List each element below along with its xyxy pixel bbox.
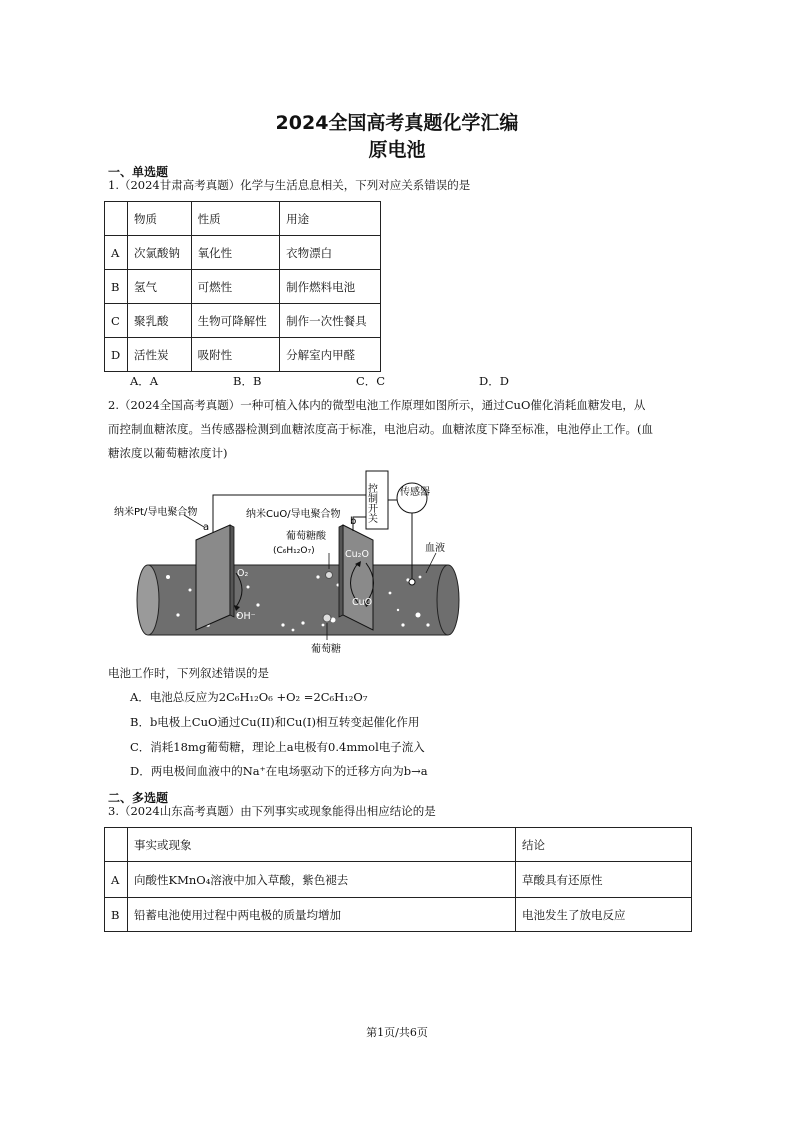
table-cell: 次氯酸钠 bbox=[128, 236, 192, 270]
q3-header-cell: 结论 bbox=[516, 828, 692, 862]
label-gluconic-formula: (C₆H₁₂O₇) bbox=[273, 546, 315, 556]
q2-option-c[interactable]: C．消耗18mg葡萄糖，理论上a电极有0.4mmol电子流入 bbox=[130, 740, 425, 754]
table-cell: 可燃性 bbox=[191, 270, 279, 304]
q1-option-a[interactable]: A．A bbox=[130, 374, 159, 388]
table-cell: 草酸具有还原性 bbox=[516, 862, 692, 898]
q1-option-d[interactable]: D．D bbox=[479, 374, 509, 388]
q2-stem-line2: 而控制血糖浓度。当传感器检测到血糖浓度高于标准，电池启动。血糖浓度下降至标准，电池停止工作。(血 bbox=[108, 422, 653, 436]
q2-option-b[interactable]: B．b电极上CuO通过Cu(II)和Cu(I)相互转变起催化作用 bbox=[130, 715, 420, 729]
table-row bbox=[105, 898, 692, 932]
table-row bbox=[105, 862, 692, 898]
table-cell: 活性炭 bbox=[128, 338, 192, 372]
table-cell: 分解室内甲醛 bbox=[280, 338, 381, 372]
table-cell: 衣物漂白 bbox=[280, 236, 381, 270]
table-row bbox=[105, 338, 381, 372]
q3-header-cell bbox=[105, 828, 128, 862]
q1-option-c[interactable]: C．C bbox=[356, 374, 386, 388]
label-blood: 血液 bbox=[425, 543, 445, 554]
q3-header-cell: 事实或现象 bbox=[128, 828, 516, 862]
page-subtitle: 原电池 bbox=[368, 139, 426, 161]
q3-table bbox=[104, 827, 692, 932]
section-heading-single: 一、单选题 bbox=[108, 165, 169, 179]
table-row bbox=[105, 304, 381, 338]
table-cell: 氧化性 bbox=[191, 236, 279, 270]
page-number: 第1页/共6页 bbox=[366, 1026, 428, 1039]
label-b: b bbox=[350, 516, 357, 527]
table-cell: 制作一次性餐具 bbox=[280, 304, 381, 338]
q1-table bbox=[104, 201, 381, 372]
label-switch: 控制开关 bbox=[365, 483, 377, 523]
q1-header-cell: 物质 bbox=[128, 202, 192, 236]
table-cell: 铅蓄电池使用过程中两电极的质量均增加 bbox=[128, 898, 516, 932]
table-cell: 向酸性KMnO₄溶液中加入草酸，紫色褪去 bbox=[128, 862, 516, 898]
table-cell: 聚乳酸 bbox=[128, 304, 192, 338]
page-title: 2024全国高考真题化学汇编 bbox=[275, 112, 519, 134]
label-gluconic-acid: 葡萄糖酸 bbox=[286, 531, 326, 542]
q3-stem: 3.（2024山东高考真题）由下列事实或现象能得出相应结论的是 bbox=[108, 804, 436, 818]
q2-stem-line3: 糖浓度以葡萄糖浓度计) bbox=[108, 446, 228, 460]
table-cell: C bbox=[105, 304, 128, 338]
q1-stem: 1.（2024甘肃高考真题）化学与生活息息相关，下列对应关系错误的是 bbox=[108, 178, 471, 192]
table-cell: 生物可降解性 bbox=[191, 304, 279, 338]
label-sensor: 传感器 bbox=[400, 487, 430, 498]
table-cell: 吸附性 bbox=[191, 338, 279, 372]
label-cu2o: Cu₂O bbox=[345, 549, 369, 560]
table-cell: A bbox=[105, 862, 128, 898]
q2-option-d[interactable]: D．两电极间血液中的Na⁺在电场驱动下的迁移方向为b→a bbox=[130, 764, 428, 778]
electrode-b bbox=[343, 525, 373, 630]
label-pt-electrode: 纳米Pt/导电聚合物 bbox=[114, 507, 198, 518]
table-cell: B bbox=[105, 898, 128, 932]
vessel-opening bbox=[137, 565, 159, 635]
q2-option-a[interactable]: A．电池总反应为2C₆H₁₂O₆ +O₂ =2C₆H₁₂O₇ bbox=[130, 690, 368, 704]
q1-header-cell: 用途 bbox=[280, 202, 381, 236]
label-o2: O₂ bbox=[237, 568, 249, 579]
glucose-molecule bbox=[323, 614, 331, 622]
q1-header-cell bbox=[105, 202, 128, 236]
section-heading-multi: 二、多选题 bbox=[108, 791, 169, 805]
q1-header-cell: 性质 bbox=[191, 202, 279, 236]
table-row bbox=[105, 236, 381, 270]
label-a: a bbox=[203, 522, 210, 533]
battery-diagram bbox=[108, 465, 468, 660]
table-cell: 电池发生了放电反应 bbox=[516, 898, 692, 932]
electrode-a bbox=[196, 525, 230, 630]
table-cell: B bbox=[105, 270, 128, 304]
table-cell: 氢气 bbox=[128, 270, 192, 304]
table-row bbox=[105, 270, 381, 304]
table-cell: A bbox=[105, 236, 128, 270]
label-cuo-electrode: 纳米CuO/导电聚合物 bbox=[246, 509, 341, 520]
label-glucose: 葡萄糖 bbox=[311, 644, 341, 655]
label-cuo: CuO bbox=[352, 597, 373, 608]
gluconic-acid-molecule bbox=[326, 572, 333, 579]
q2-stem-line1: 2.（2024全国高考真题）一种可植入体内的微型电池工作原理如图所示，通过CuO催化消耗血糖发电，从 bbox=[108, 398, 646, 412]
q2-prompt: 电池工作时，下列叙述错误的是 bbox=[108, 666, 269, 680]
q1-option-b[interactable]: B．B bbox=[233, 374, 262, 388]
label-oh: OH⁻ bbox=[236, 611, 256, 622]
table-cell: 制作燃料电池 bbox=[280, 270, 381, 304]
table-cell: D bbox=[105, 338, 128, 372]
